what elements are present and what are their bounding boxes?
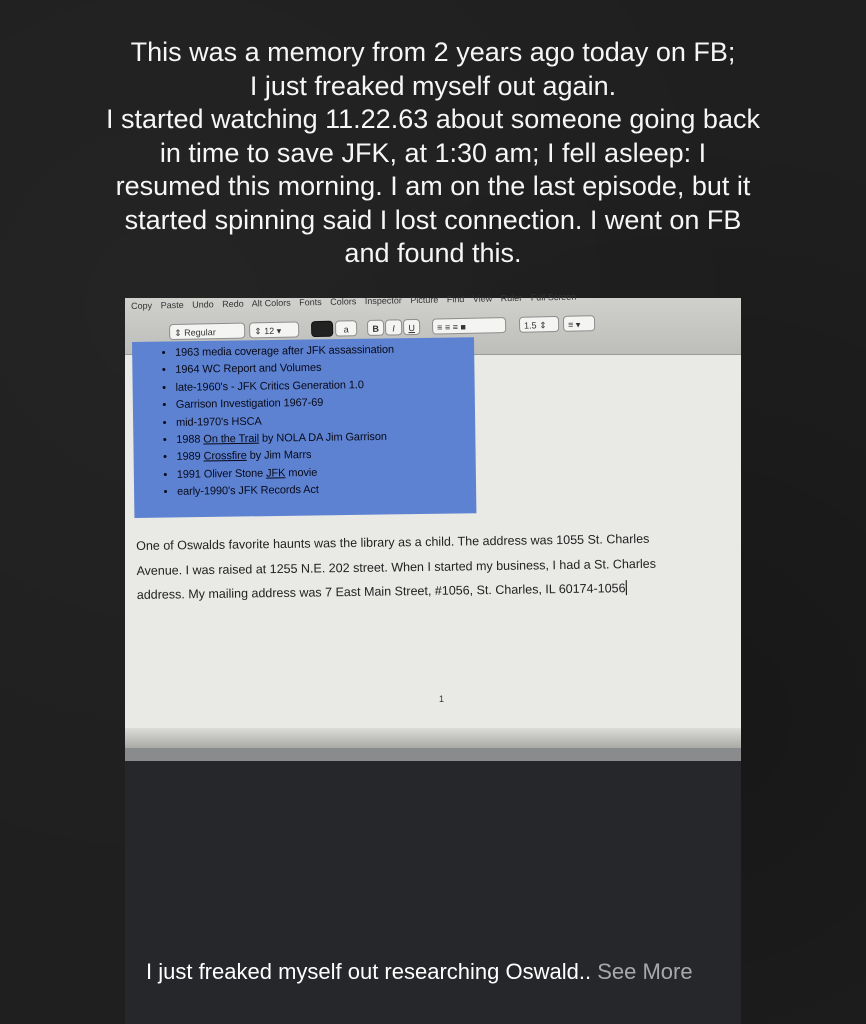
list-item-link: On the Trail	[203, 432, 260, 446]
list-item-post: movie	[285, 466, 318, 480]
align-center-icon: ≡	[444, 322, 451, 333]
list-style-select	[563, 315, 595, 332]
caption-line: This was a memory from 2 years ago today on FB;	[130, 37, 736, 67]
post-body: I just freaked myself out researching Oswald..	[146, 959, 598, 984]
text-color-swatch	[311, 321, 333, 337]
alignment-buttons	[432, 317, 506, 335]
caption-line: I started watching 11.22.63 about someone going back	[106, 104, 760, 134]
toolbar-item-full-screen: Full Screen	[530, 291, 577, 303]
post-photo[interactable]	[125, 291, 741, 761]
see-more-link[interactable]: See More	[597, 959, 693, 984]
list-icon: ≡	[567, 319, 574, 330]
list-item-text: early-1990's JFK Records Act	[176, 484, 319, 499]
list-item-link: Crossfire	[203, 450, 247, 463]
paragraph-line: Avenue. I was raised at 1255 N.E. 202 street. When I started my business, I had a St. Charles	[136, 556, 657, 578]
text-background-button: a	[335, 320, 357, 336]
toolbar-item-undo: Undo	[192, 299, 214, 310]
align-right-icon: ≡	[452, 322, 459, 333]
stepper-icon: ⇕	[539, 320, 547, 331]
facebook-post	[125, 291, 741, 1024]
toolbar-item-fonts: Fonts	[299, 297, 322, 308]
font-style-value: Regular	[184, 327, 216, 338]
list-item-text: late-1960's - JFK Critics Generation 1.0	[175, 379, 364, 394]
list-item-link: JFK	[266, 467, 286, 480]
line-spacing-select	[519, 316, 559, 333]
list-item	[175, 342, 394, 362]
list-item-pre: 1988	[176, 433, 204, 446]
toolbar-items	[131, 292, 582, 311]
justify-icon: ■	[460, 321, 467, 333]
italic-button: I	[385, 319, 402, 335]
list-item-text: 1964 WC Report and Volumes	[175, 362, 322, 377]
list-item-post: by NOLA DA Jim Garrison	[258, 430, 387, 445]
toolbar-item-picture: Picture	[410, 294, 439, 306]
timeline-list	[163, 342, 396, 502]
toolbar-item-inspector: Inspector	[364, 295, 402, 307]
paragraph-line: One of Oswalds favorite haunts was the library as a child. The address was 1055 St. Charles	[136, 531, 650, 553]
list-item-text: mid-1970's HSCA	[175, 415, 262, 429]
list-item-text: Garrison Investigation 1967-69	[175, 396, 324, 412]
chevron-down-icon: ▾	[575, 319, 581, 330]
list-item	[176, 429, 395, 449]
list-item-pre: 1991 Oliver Stone	[176, 467, 267, 481]
memory-caption	[40, 36, 826, 271]
caption-line: I just freaked myself out again.	[249, 70, 617, 101]
post-text	[146, 957, 706, 987]
list-item-text: 1963 media coverage after JFK assassination	[175, 343, 395, 359]
caption-line: started spinning said I lost connection. I went on FB	[124, 204, 742, 235]
toolbar-item-redo: Redo	[222, 298, 244, 310]
list-item-pre: 1989	[176, 450, 204, 464]
toolbar-item-paste: Paste	[160, 299, 184, 311]
stepper-icon: ⇕	[254, 326, 262, 337]
font-size-value: 12	[264, 325, 275, 337]
text-cursor	[625, 580, 626, 595]
toolbar-item-copy: Copy	[131, 300, 153, 311]
page-number: 1	[439, 694, 445, 704]
bold-button: B	[367, 320, 384, 336]
font-size-select	[249, 321, 299, 338]
toolbar-item-view: View	[472, 293, 493, 304]
toolbar-item-colors: Colors	[330, 296, 357, 307]
caption-line: in time to save JFK, at 1:30 am; I fell asleep: I	[159, 137, 707, 168]
list-item	[175, 377, 394, 397]
list-item-post: by Jim Marrs	[246, 449, 312, 463]
toolbar-item-alt-colors: Alt Colors	[251, 297, 291, 309]
photo-bottom-edge	[125, 748, 741, 761]
line-spacing-value: 1.5	[523, 320, 537, 331]
caption-line: and found this.	[344, 238, 522, 268]
caption-line: resumed this morning. I am on the last episode, but it	[115, 171, 751, 201]
toolbar-item-find: Find	[446, 294, 465, 305]
chevron-down-icon: ▾	[276, 325, 282, 336]
list-item	[177, 481, 396, 501]
align-left-icon: ≡	[437, 322, 443, 333]
font-style-select	[169, 323, 245, 341]
underline-button: U	[403, 319, 420, 335]
toolbar-item-ruler: Ruler	[500, 292, 523, 304]
document-paragraph	[136, 526, 737, 608]
stepper-icon: ⇕	[174, 327, 182, 339]
window-bottom-bar	[125, 728, 741, 748]
paragraph-line-text: address. My mailing address was 7 East Main Street, #1056, St. Charles, IL 60174-1056	[136, 581, 626, 602]
